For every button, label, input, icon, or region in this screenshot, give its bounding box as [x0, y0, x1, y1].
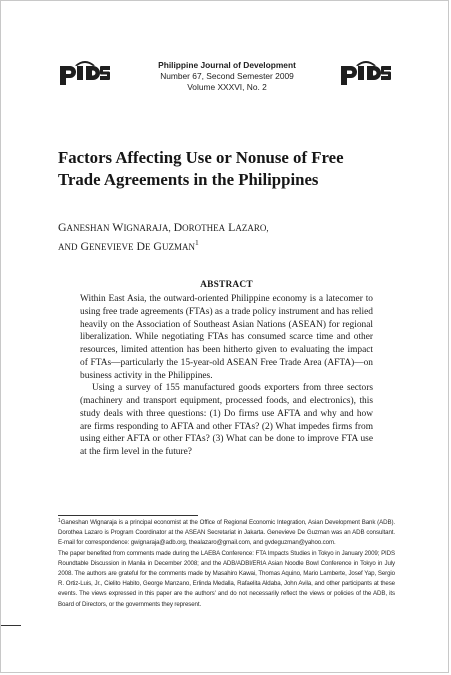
- footnote-2: The paper benefited from comments made during the LAEBA Conference: FTA Impacts Studies in Tokyo in January 2009; PIDS Roundtable Discussion in Manila in December 2008; and the ADB/ADBI/ERIA Asian Noodle Bowl Conference in Tokyo in July 2008. The authors are grateful for the comments made by Masahiro Kawai, Thomas Aquino, Mario Lamberte, Josef Yap, Sergio R. Ortiz-Luis, Jr., Cielito Habito, George Manzano, Erlinda Medalla, Rafaelita Aldaba, John Avila, and other participants at these events. The views expressed in this paper are the authors' and do not necessarily reflect the views or policies of the ADB, its Board of Directors, or the governments they represent.: [58, 549, 395, 608]
- abstract-paragraph-1: Within East Asia, the outward-oriented Philippine economy is a latecomer to using free trade agreements (FTAs) as a trade policy instrument and has relied heavily on the Association of Southeast Asian Nations (ASEAN) for regional liberalization. While negotiating FTAs has consumed scarce time and other resources, limited attention has been hitherto given to evaluating the impact of FTAs—particularly the 15-year-old ASEAN Free Trade Area (AFTA)—on business activity in the Philippines.: [80, 294, 373, 381]
- title-line-2: Trade Agreements in the Philippines: [58, 169, 319, 189]
- title-line-1: Factors Affecting Use or Nonuse of Free: [58, 148, 344, 167]
- journal-volume: Volume XXXVI, No. 2: [187, 82, 267, 92]
- journal-issue: Number 67, Second Semester 2009: [160, 71, 294, 81]
- footnote-1: [58, 518, 395, 549]
- abstract-heading: ABSTRACT: [200, 280, 253, 290]
- footnote-1-marker: 1: [58, 518, 61, 524]
- pids-logo-right: [340, 61, 392, 85]
- journal-info: [121, 60, 333, 93]
- authors-line-1: [58, 218, 398, 237]
- article-title: [58, 147, 398, 190]
- crop-mark: [1, 625, 21, 626]
- footnote-1-text: Ganeshan Wignaraja is a principal economist at the Office of Regional Economic Integration, Asian Development Bank (ADB). Dorothea Lazaro is Program Coordinator at the ASEAN Secretariat in Jakarta. Genevieve De Guzman was an ADB consultant. E-mail for correspondence: gwignaraja@adb.org, thealazaro@gmail.com, and gvdeguzman@yahoo.com.: [58, 519, 395, 547]
- footnotes: [58, 518, 395, 610]
- pids-logo-left: [59, 61, 111, 85]
- article-authors: [58, 218, 398, 256]
- abstract-paragraph-2: Using a survey of 155 manufactured goods exporters from three sectors (machinery and transport equipment, processed foods, and electronics), this study deals with three questions: (1) Do firms use AFTA and why and how are firms responding to AFTA and other FTAs? (2) What impedes firms from using either AFTA or other FTAs? (3) What can be done to improve FTA use at the firm level in the future?: [80, 383, 373, 457]
- authors-line-2: [58, 237, 398, 256]
- authors-text-1: GANESHAN WIGNARAJA, DOROTHEA LAZARO,: [58, 220, 269, 234]
- abstract-body: [80, 293, 373, 459]
- authors-text-2: AND GENEVIEVE DE GUZMAN: [58, 239, 195, 253]
- author-footnote-marker: 1: [194, 238, 199, 247]
- footnote-divider: [58, 515, 198, 516]
- journal-name: Philippine Journal of Development: [158, 60, 296, 70]
